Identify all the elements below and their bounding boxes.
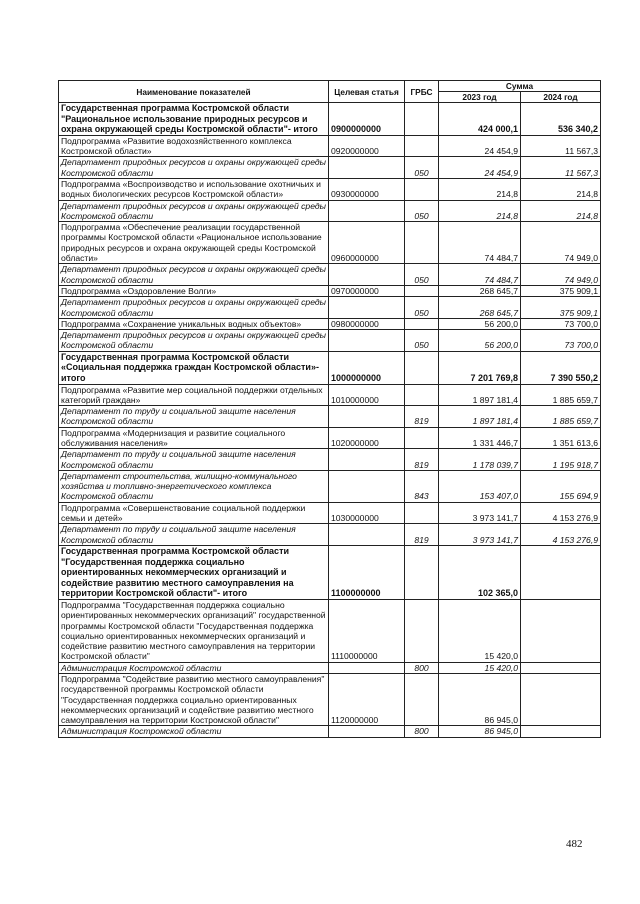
table-row (59, 351, 601, 384)
row-grbs (405, 674, 439, 726)
row-sum-2024 (521, 726, 601, 737)
row-sum-2024: 74 949,0 (521, 264, 601, 286)
row-target-article (329, 330, 405, 352)
row-name: Департамент строительства, жилищно-коммунального хозяйства и топливно-энергетического комплекса Костромской области (59, 470, 329, 502)
row-grbs: 800 (405, 726, 439, 737)
row-name: Государственная программа Костромской области "Государственная поддержка социально ориентированных некоммерческих организаций и содействие развитию местного самоуправления на территории Костромской области"- итого (59, 545, 329, 599)
header-year-2024: 2024 год (521, 92, 601, 103)
table-row (59, 178, 601, 200)
row-name: Подпрограмма «Оздоровление Волги» (59, 285, 329, 296)
row-grbs: 050 (405, 157, 439, 179)
row-sum-2024: 4 153 276,9 (521, 524, 601, 546)
row-sum-2024: 214,8 (521, 200, 601, 222)
row-name: Департамент по труду и социальной защите населения Костромской области (59, 449, 329, 471)
row-grbs (405, 222, 439, 264)
row-sum-2023: 424 000,1 (439, 103, 521, 136)
row-sum-2024: 214,8 (521, 178, 601, 200)
table-row (59, 427, 601, 449)
table-row (59, 384, 601, 406)
row-grbs (405, 178, 439, 200)
table-row (59, 406, 601, 428)
row-name: Подпрограмма "Содействие развитию местного самоуправления" государственной программы Костромской области "Государственная поддержка социально ориентированных некоммерческих организаций и содействие развитию местного самоуправления на территории Костромской области" (59, 674, 329, 726)
table-row (59, 297, 601, 319)
table-body (59, 103, 601, 738)
row-sum-2024: 1 195 918,7 (521, 449, 601, 471)
row-name: Подпрограмма «Сохранение уникальных водных объектов» (59, 318, 329, 329)
row-name: Департамент природных ресурсов и охраны окружающей среды Костромской области (59, 330, 329, 352)
row-name: Администрация Костромской области (59, 662, 329, 673)
row-sum-2024: 73 700,0 (521, 318, 601, 329)
row-target-article (329, 726, 405, 737)
row-grbs (405, 545, 439, 599)
row-grbs (405, 318, 439, 329)
row-sum-2023: 24 454,9 (439, 157, 521, 179)
row-grbs: 819 (405, 449, 439, 471)
row-grbs (405, 384, 439, 406)
row-name: Подпрограмма "Государственная поддержка социально ориентированных некоммерческих организаций" государственной программы Костромской области "Государственная поддержка социально ориентированных некоммерческих организаций и содействие развитию местного самоуправления на территории Костромской области" (59, 599, 329, 662)
table-row (59, 222, 601, 264)
row-sum-2023: 56 200,0 (439, 330, 521, 352)
row-sum-2023: 1 897 181,4 (439, 406, 521, 428)
table-row (59, 200, 601, 222)
row-sum-2024: 1 885 659,7 (521, 384, 601, 406)
row-sum-2023: 214,8 (439, 178, 521, 200)
row-grbs (405, 502, 439, 524)
row-grbs: 819 (405, 524, 439, 546)
header-name: Наименование показателей (59, 81, 329, 103)
row-name: Подпрограмма «Воспроизводство и использование охотничьих и водных биологических ресурсов Костромской области» (59, 178, 329, 200)
row-sum-2024: 11 567,3 (521, 135, 601, 157)
row-sum-2023: 86 945,0 (439, 726, 521, 737)
row-grbs: 800 (405, 662, 439, 673)
row-grbs (405, 427, 439, 449)
row-target-article: 1030000000 (329, 502, 405, 524)
row-sum-2023: 3 973 141,7 (439, 502, 521, 524)
row-name: Администрация Костромской области (59, 726, 329, 737)
row-sum-2024 (521, 599, 601, 662)
row-sum-2024 (521, 674, 601, 726)
row-target-article: 0920000000 (329, 135, 405, 157)
row-sum-2023: 268 645,7 (439, 285, 521, 296)
header-target-article: Целевая статья (329, 81, 405, 103)
row-name: Департамент природных ресурсов и охраны окружающей среды Костромской области (59, 264, 329, 286)
table-row (59, 135, 601, 157)
row-target-article (329, 524, 405, 546)
table-row (59, 502, 601, 524)
row-target-article: 1110000000 (329, 599, 405, 662)
row-grbs: 050 (405, 264, 439, 286)
row-target-article: 1120000000 (329, 674, 405, 726)
row-grbs: 050 (405, 297, 439, 319)
row-name: Подпрограмма «Совершенствование социальной поддержки семьи и детей» (59, 502, 329, 524)
header-year-2023: 2023 год (439, 92, 521, 103)
row-name: Подпрограмма «Обеспечение реализации государственной программы Костромской области «Рациональное использование природных ресурсов и охрана окружающей среды Костромской области» (59, 222, 329, 264)
row-sum-2023: 3 973 141,7 (439, 524, 521, 546)
row-sum-2023: 214,8 (439, 200, 521, 222)
row-sum-2024: 11 567,3 (521, 157, 601, 179)
row-sum-2023: 7 201 769,8 (439, 351, 521, 384)
row-target-article: 0960000000 (329, 222, 405, 264)
header-grbs: ГРБС (405, 81, 439, 103)
row-sum-2023: 1 331 446,7 (439, 427, 521, 449)
row-target-article (329, 449, 405, 471)
row-target-article (329, 157, 405, 179)
row-sum-2024: 4 153 276,9 (521, 502, 601, 524)
row-sum-2023: 24 454,9 (439, 135, 521, 157)
row-grbs: 843 (405, 470, 439, 502)
row-sum-2023: 102 365,0 (439, 545, 521, 599)
table-row (59, 157, 601, 179)
row-sum-2023: 86 945,0 (439, 674, 521, 726)
table-row (59, 524, 601, 546)
row-sum-2024 (521, 662, 601, 673)
row-sum-2024: 375 909,1 (521, 297, 601, 319)
row-target-article (329, 470, 405, 502)
row-sum-2024: 74 949,0 (521, 222, 601, 264)
table-row (59, 330, 601, 352)
row-grbs: 050 (405, 330, 439, 352)
row-name: Департамент по труду и социальной защите населения Костромской области (59, 524, 329, 546)
row-target-article: 0970000000 (329, 285, 405, 296)
row-grbs (405, 135, 439, 157)
row-sum-2024: 7 390 550,2 (521, 351, 601, 384)
row-sum-2023: 1 897 181,4 (439, 384, 521, 406)
row-name: Департамент по труду и социальной защите населения Костромской области (59, 406, 329, 428)
row-sum-2024: 536 340,2 (521, 103, 601, 136)
header-sum: Сумма (439, 81, 601, 92)
row-target-article: 1100000000 (329, 545, 405, 599)
table-row (59, 726, 601, 737)
row-sum-2024: 375 909,1 (521, 285, 601, 296)
row-sum-2023: 15 420,0 (439, 599, 521, 662)
row-sum-2024: 1 351 613,6 (521, 427, 601, 449)
row-sum-2023: 74 484,7 (439, 222, 521, 264)
table-header (59, 81, 601, 103)
row-target-article: 1010000000 (329, 384, 405, 406)
row-target-article: 0980000000 (329, 318, 405, 329)
row-name: Департамент природных ресурсов и охраны окружающей среды Костромской области (59, 200, 329, 222)
table-row (59, 545, 601, 599)
table-row (59, 662, 601, 673)
row-target-article (329, 297, 405, 319)
row-grbs (405, 103, 439, 136)
row-grbs: 050 (405, 200, 439, 222)
row-target-article: 1020000000 (329, 427, 405, 449)
row-sum-2023: 153 407,0 (439, 470, 521, 502)
row-name: Подпрограмма «Развитие мер социальной поддержки отдельных категорий граждан» (59, 384, 329, 406)
row-grbs (405, 599, 439, 662)
row-grbs (405, 285, 439, 296)
table-row (59, 103, 601, 136)
table-row (59, 599, 601, 662)
row-target-article: 0900000000 (329, 103, 405, 136)
row-target-article: 0930000000 (329, 178, 405, 200)
row-name: Подпрограмма «Модернизация и развитие социального обслуживания населения» (59, 427, 329, 449)
row-grbs (405, 351, 439, 384)
row-target-article (329, 662, 405, 673)
row-name: Департамент природных ресурсов и охраны окружающей среды Костромской области (59, 297, 329, 319)
row-name: Государственная программа Костромской области "Рациональное использование природных ресурсов и охрана окружающей среды Костромской области"- итого (59, 103, 329, 136)
row-sum-2023: 1 178 039,7 (439, 449, 521, 471)
row-name: Государственная программа Костромской области «Социальная поддержка граждан Костромской области»- итого (59, 351, 329, 384)
row-sum-2024: 155 694,9 (521, 470, 601, 502)
row-sum-2024: 1 885 659,7 (521, 406, 601, 428)
budget-table (58, 80, 601, 738)
table-row (59, 674, 601, 726)
table-row (59, 449, 601, 471)
row-name: Подпрограмма «Развитие водохозяйственного комплекса Костромской области» (59, 135, 329, 157)
row-target-article (329, 200, 405, 222)
row-name: Департамент природных ресурсов и охраны окружающей среды Костромской области (59, 157, 329, 179)
row-sum-2023: 15 420,0 (439, 662, 521, 673)
row-target-article: 1000000000 (329, 351, 405, 384)
table-row (59, 470, 601, 502)
row-sum-2023: 56 200,0 (439, 318, 521, 329)
table-row (59, 318, 601, 329)
table-row (59, 264, 601, 286)
page-number: 482 (566, 838, 583, 850)
row-grbs: 819 (405, 406, 439, 428)
row-target-article (329, 264, 405, 286)
table-row (59, 285, 601, 296)
row-sum-2024: 73 700,0 (521, 330, 601, 352)
row-target-article (329, 406, 405, 428)
row-sum-2023: 74 484,7 (439, 264, 521, 286)
row-sum-2024 (521, 545, 601, 599)
row-sum-2023: 268 645,7 (439, 297, 521, 319)
